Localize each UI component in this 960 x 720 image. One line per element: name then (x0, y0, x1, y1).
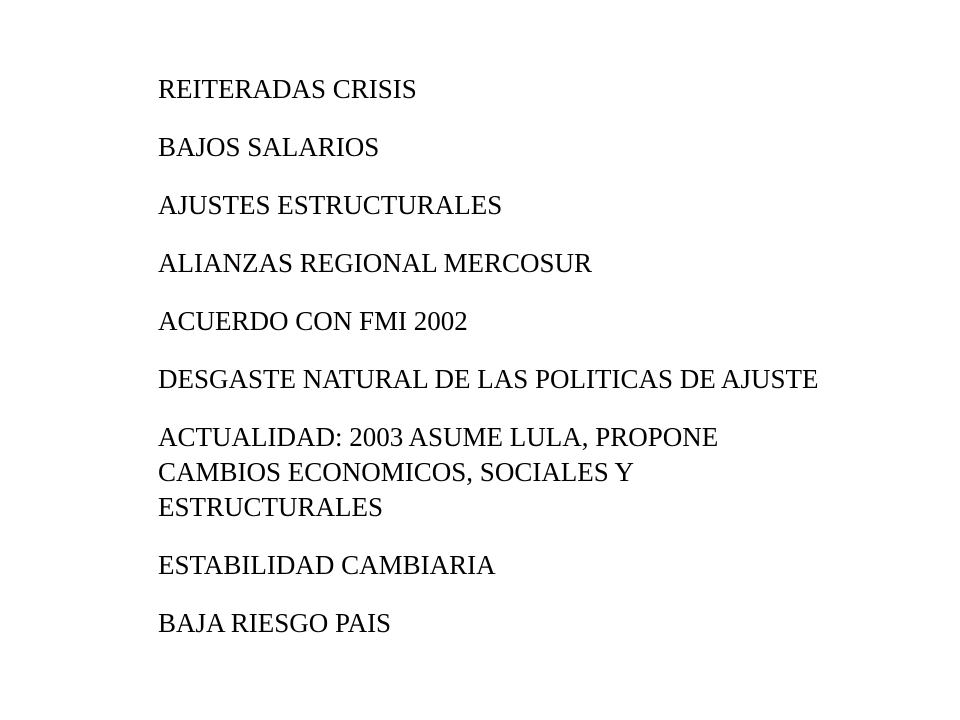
list-item: REITERADAS CRISIS (158, 74, 417, 104)
list-item: AJUSTES ESTRUCTURALES (158, 190, 503, 220)
list-item: ACTUALIDAD: 2003 ASUME LULA, PROPONE CAMBIOS ECONOMICOS, SOCIALES Y ESTRUCTURALES (158, 422, 719, 522)
list-item: BAJA RIESGO PAIS (158, 608, 392, 638)
list-item: ESTABILIDAD CAMBIARIA (158, 550, 496, 580)
list-item: ALIANZAS REGIONAL MERCOSUR (158, 248, 593, 278)
bullet-list (158, 72, 838, 641)
list-item: DESGASTE NATURAL DE LAS POLITICAS DE AJUSTE (158, 364, 819, 394)
list-item: ACUERDO CON FMI 2002 (158, 306, 468, 336)
list-item: BAJOS SALARIOS (158, 132, 380, 162)
